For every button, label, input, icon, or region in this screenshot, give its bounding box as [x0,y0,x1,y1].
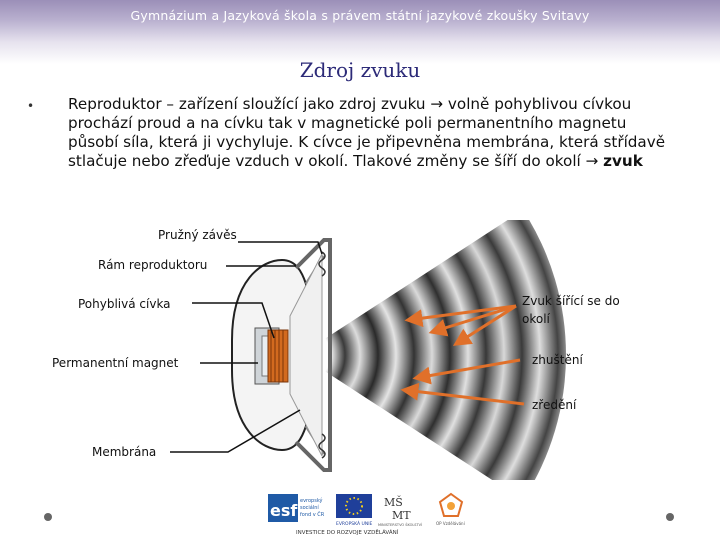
label-compression: zhuštění [532,353,583,367]
svg-text:MŠ: MŠ [384,496,403,509]
speaker-diagram [0,220,720,480]
label-frame: Rám reproduktoru [98,258,208,272]
right-arrow-icon: → [585,152,599,170]
label-sound-line1: Zvuk šířící se do [522,294,620,308]
eu-flag-logo [336,494,373,527]
msmt-logo [378,495,422,527]
funding-slogan: INVESTICE DO ROZVOJE VZDĚLÁVÁNÍ [296,530,399,536]
header-school-name: Gymnázium a Jazyková škola s právem státní jazykové zkoušky Svitavy [130,8,590,23]
svg-text:esf: esf [270,501,298,520]
bullet-text-part2: volně pohyblivou cívkou prochází proud a na cívku tak v magnetické poli permanentního magnetu působí síla, která ji vychyluje. K cívce je připevněna membrána, která střídavě stlačuje nebo zřeďuje vzduch v okolí. Tlakové změny se šíří do okolí [68,95,666,170]
bullet-text-part1: Reproduktor – zařízení sloužící jako zdroj zvuku [68,95,431,113]
svg-text:MT: MT [392,509,411,522]
label-sound-line2: okolí [522,312,550,326]
funding-logos [266,492,480,536]
svg-text:EVROPSKÁ UNIE: EVROPSKÁ UNIE [336,522,373,527]
sound-waves [300,220,566,480]
label-magnet: Permanentní magnet [52,356,179,370]
svg-text:sociální: sociální [300,505,319,511]
slide-title: Zdroj zvuku [299,58,421,82]
moving-coil [268,330,288,382]
svg-text:evropský: evropský [300,498,323,504]
op-vk-logo [436,494,466,526]
svg-text:fond v ČR: fond v ČR [300,512,325,518]
bullet-text-emphasis: zvuk [603,152,643,170]
svg-text:MINISTERSTVO ŠKOLSTVÍ: MINISTERSTVO ŠKOLSTVÍ [378,523,423,527]
label-membrane: Membrána [92,445,157,459]
label-rarefaction: zředění [532,398,577,412]
right-arrow-icon: → [430,95,444,113]
funding-logo-strip [266,492,480,536]
esf-logo [268,494,325,522]
label-coil: Pohyblivá cívka [78,297,171,311]
nav-dot-right [666,513,674,521]
nav-dot-left [44,513,52,521]
svg-text:OP Vzdělávání: OP Vzdělávání [436,521,465,526]
bullet-text [68,95,680,171]
label-suspension: Pružný závěs [158,228,237,242]
bullet-icon: • [27,99,35,113]
